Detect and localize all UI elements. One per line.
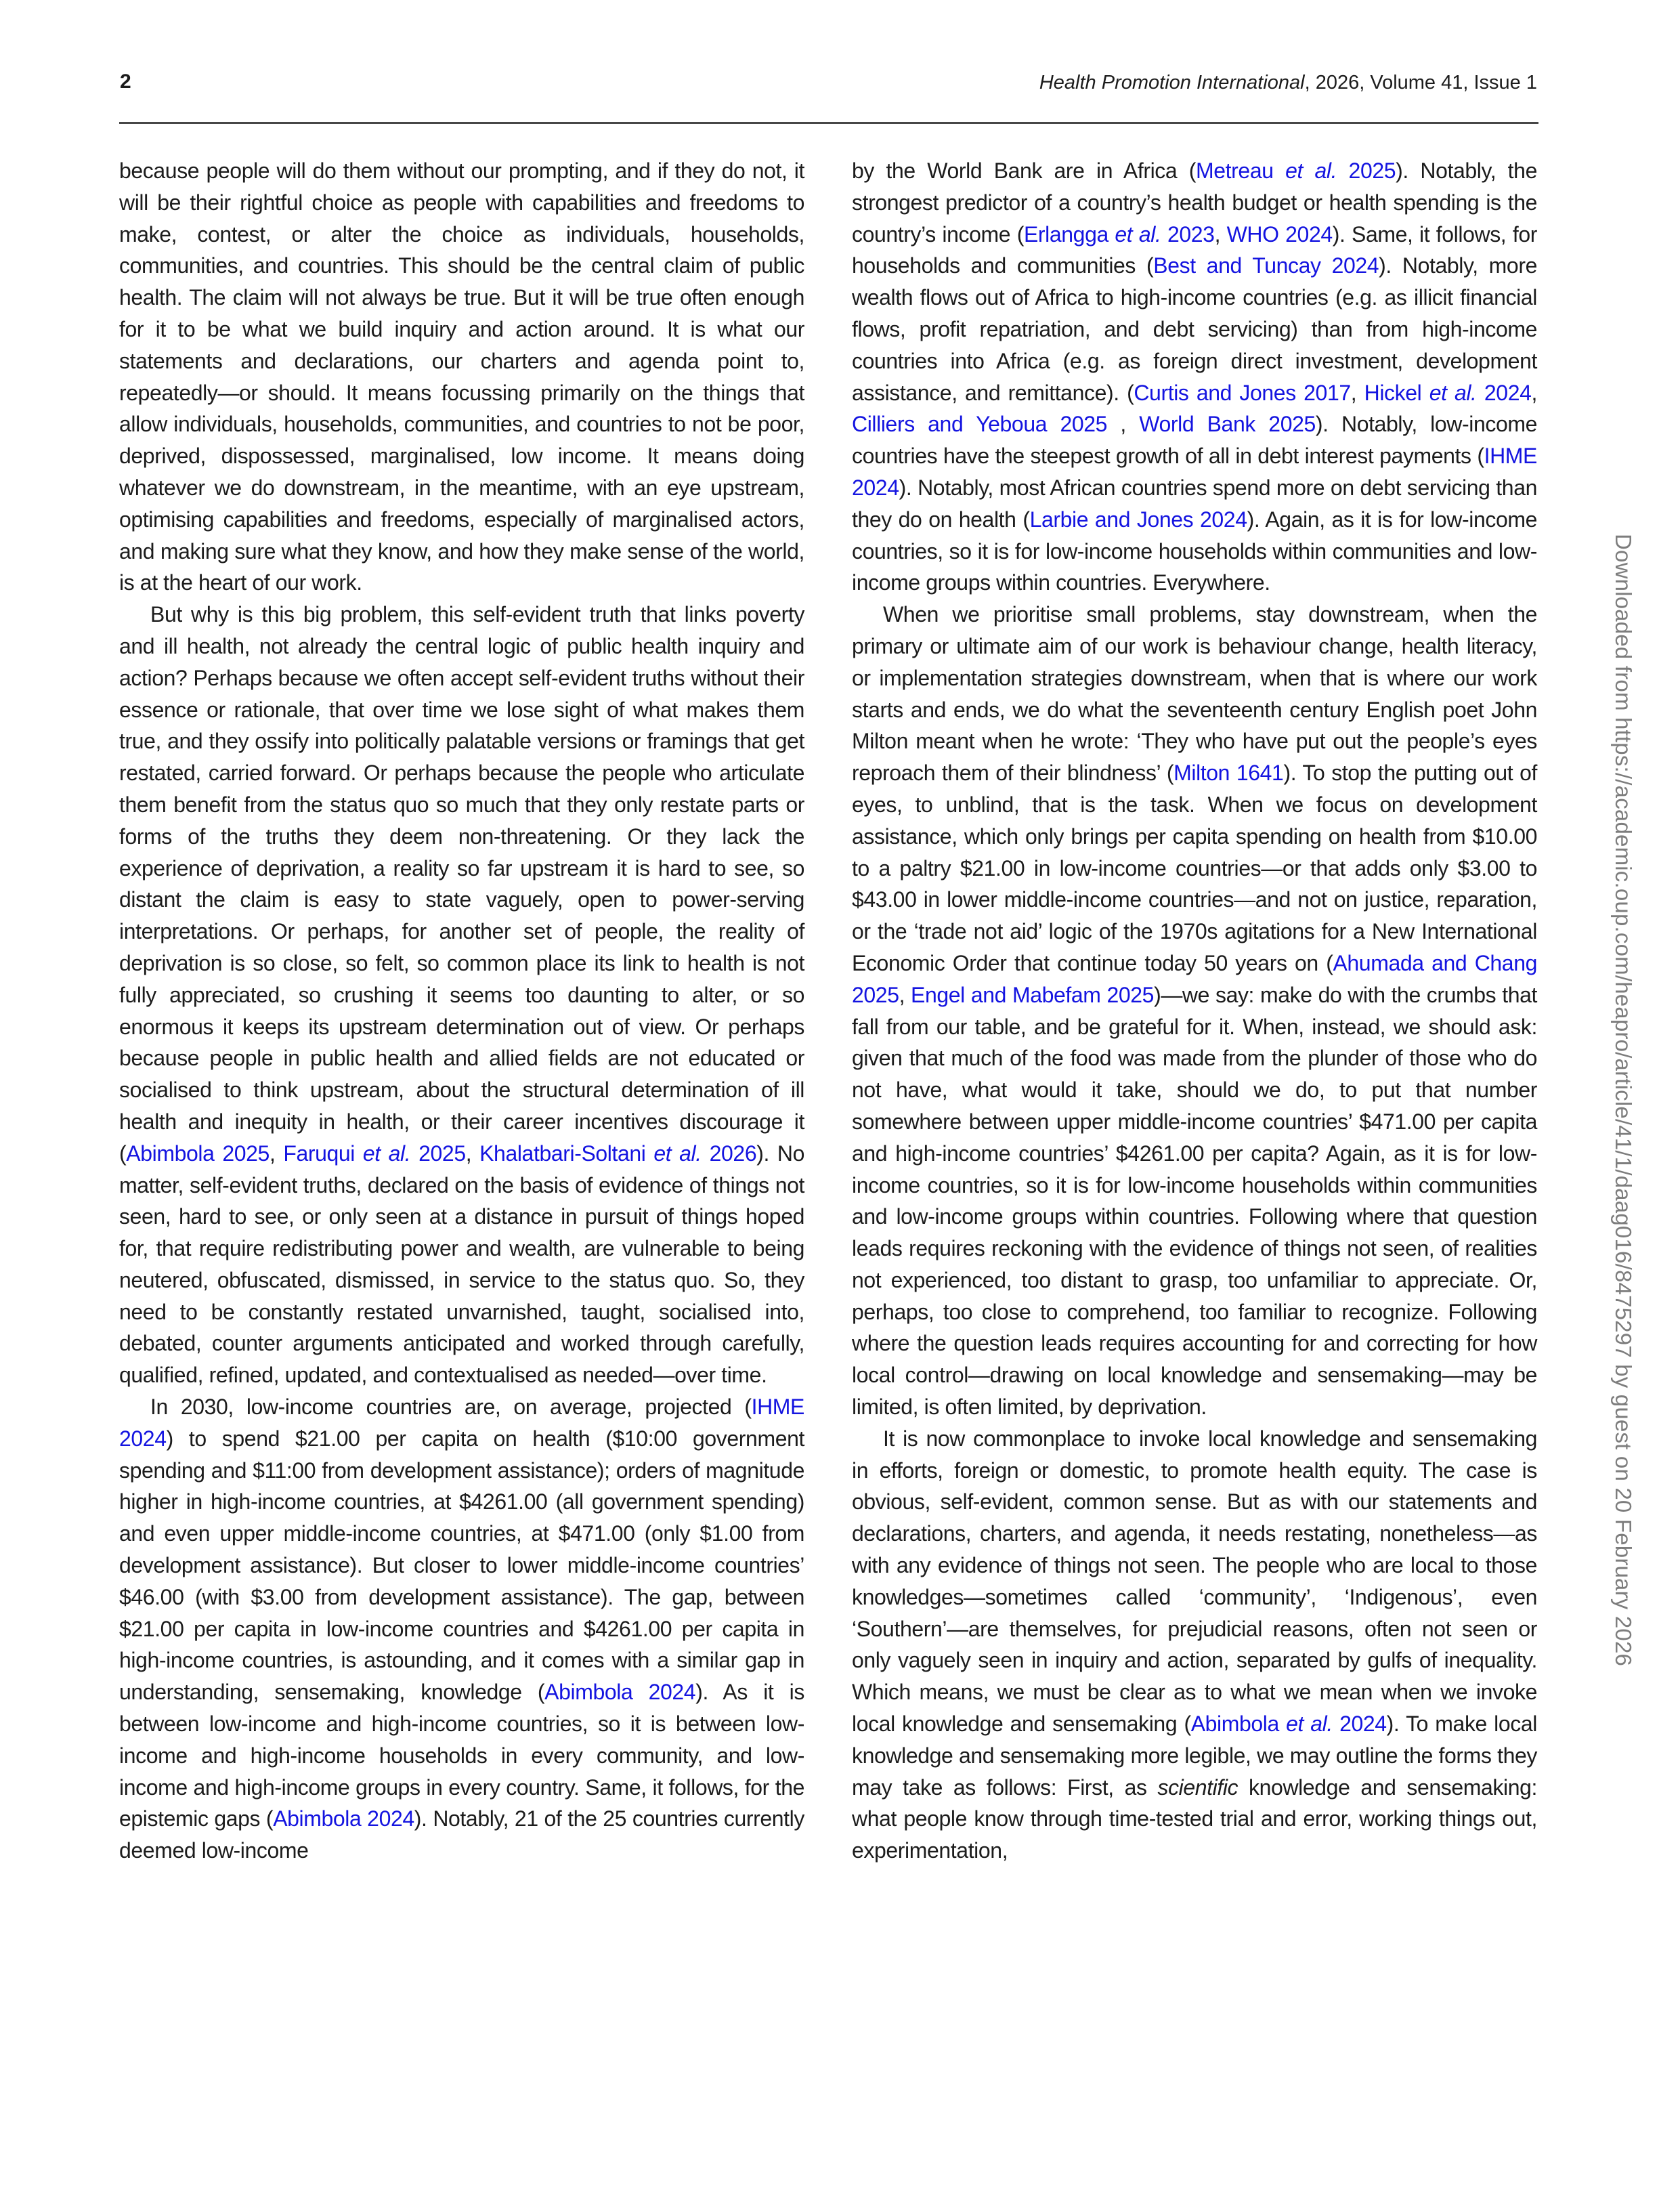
text-run: , [269, 1141, 284, 1166]
citation-link[interactable]: Abimbola 2025 [126, 1141, 270, 1166]
paragraph [119, 1391, 804, 1867]
citation-link[interactable]: 2024 [1332, 1712, 1387, 1737]
emphasis-text: scientific [1157, 1775, 1239, 1800]
text-run: ). To make local knowledge and sensemaking more legible, we may outline the forms they may take as follows: First, as [852, 1712, 1537, 1800]
text-run: ). Notably, low-income countries have the steepest growth of all in debt interest payments ( [852, 412, 1537, 469]
citation-link[interactable]: Curtis and Jones 2017 [1134, 380, 1351, 405]
citation-link[interactable]: Milton 1641 [1173, 761, 1284, 786]
text-run: , [1214, 221, 1227, 247]
text-run: , [1350, 380, 1364, 405]
text-run: In 2030, low-income countries are, on average, projected ( [150, 1395, 752, 1420]
running-head [1039, 72, 1537, 94]
text-column-left [119, 155, 804, 1867]
citation-link[interactable]: et al. [1285, 158, 1337, 183]
text-column-right [852, 155, 1537, 1867]
citation-link[interactable]: Larbie and Jones 2024 [1029, 507, 1247, 532]
text-run: ). Notably, most African countries spend more on debt servicing than they do on health ( [852, 475, 1537, 532]
text-run: But why is this big problem, this self-evident truth that links poverty and ill health, not already the central logic of public health inquiry and action? Perhaps because we often accept self-evident truths without their essence or rationale, that over time we lose sight of what makes them true, and they ossify into politically palatable versions or framings that get restated, carried forward. Or perhaps because the people who articulate them benefit from the status quo so much that they only restate parts or forms of the truths they deem non-threatening. Or they lack the experience of deprivation, a reality so far upstream it is hard to see, so distant the claim is easy to state vaguely, open to power-serving interpretations. Or perhaps, for another set of people, the reality of deprivation is so close, so felt, so common place its link to health is not fully appreciated, so crushing it seems too daunting to alter, or so enormous it keeps its upstream determination out of view. Or perhaps because people in public health and allied fields are not educated or socialised to think upstream, about the structural determination of ill health and inequity in health, or their career incentives discourage it ( [119, 602, 804, 1166]
citation-link[interactable]: et al. [653, 1141, 702, 1166]
text-run: knowledge and sensemaking: what people know through time-tested trial and error, working things out, experimentation, [852, 1775, 1538, 1863]
text-run: , [899, 982, 911, 1007]
text-run: , [1531, 380, 1537, 405]
citation-link[interactable]: IHME 2024 [119, 1395, 804, 1451]
text-run: ). As it is between low-income and high-income countries, so it is between low-income and high-income households in every community, and low-income and high-income groups in every country. Same, it follows, for the epistemic gaps ( [119, 1680, 804, 1831]
text-run: ). Notably, the strongest predictor of a country’s health budget or health spending is the country’s income ( [852, 158, 1537, 247]
download-watermark: Downloaded from https://academic.oup.com/heapro/article/41/1/daag016/8475297 by guest on 20 February 2026 [1611, 534, 1636, 1667]
citation-link[interactable]: et al. [1429, 380, 1477, 405]
text-run: )—we say: make do with the crumbs that fall from our table, and be grateful for it. When, instead, we should ask: given that much of the food was made from the plunder of those who do not have, what would it take, should we do, to put that number somewhere between upper middle-income countries’ $471.00 per capita and high-income countries’ $4261.00 per capita? Again, as it is for low-income countries, so it is for low-income households within communities and low-income groups within countries. Following where that question leads requires reckoning with the evidence of things not seen, of realities not experienced, too distant to grasp, too unfamiliar to appreciate. Or, perhaps, too close to comprehend, too familiar to recognize. Following where the question leads requires accounting for and correcting for how local control—drawing on local knowledge and sensemaking—may be limited, is often limited, by deprivation. [852, 982, 1537, 1420]
citation-link[interactable]: 2026 [701, 1141, 757, 1166]
citation-link[interactable]: Erlangga [1023, 221, 1115, 247]
citation-link[interactable]: Best and Tuncay 2024 [1153, 253, 1379, 278]
text-run: , [1107, 412, 1140, 437]
text-run: ). Notably, more wealth flows out of Africa to high-income countries (e.g. as illicit financial flows, profit repatriation, and debt servicing) than from high-income countries into Africa (e.g. as foreign direct investment, development assistance, and remittance). ( [852, 253, 1537, 405]
citation-link[interactable]: Metreau [1196, 158, 1286, 183]
citation-link[interactable]: Ahumada and Chang 2025 [852, 950, 1537, 1007]
text-run: ). No matter, self-evident truths, declared on the basis of evidence of things not seen, hard to see, or only seen at a distance in pursuit of things hoped for, that require redistributing power and wealth, are vulnerable to being neutered, obfuscated, dismissed, in service to the status quo. So, they need to be constantly restated unvarnished, taught, socialised into, debated, counter arguments anticipated and worked through carefully, qualified, refined, updated, and contextualised as needed—over time. [119, 1141, 804, 1388]
text-run: ). Again, as it is for low-income countries, so it is for low-income households within communities and low-income groups within countries. Everywhere. [852, 507, 1537, 595]
citation-link[interactable]: 2023 [1161, 221, 1215, 247]
paragraph [852, 1423, 1537, 1867]
text-run: ). To stop the putting out of eyes, to unblind, that is the task. When we focus on development assistance, which only brings per capita spending on health from $10.00 to a paltry $21.00 in low-income countries—or that adds only $3.00 to $43.00 in lower middle-income countries—and not on justice, reparation, or the ‘trade not aid’ logic of the 1970s agitations for a New International Economic Order that continue today 50 years on ( [852, 761, 1537, 975]
citation-link[interactable]: World Bank 2025 [1139, 412, 1316, 437]
citation-link[interactable]: Abimbola 2024 [273, 1806, 414, 1831]
citation-link[interactable]: 2025 [410, 1141, 466, 1166]
text-run: ) to spend $21.00 per capita on health ($10:00 government spending and $11:00 from development assistance); orders of magnitude higher in high-income countries, at $4261.00 (all government spending) and even upper middle-income countries, at $471.00 (only $1.00 from development assistance). But closer to lower middle-income countries’ $46.00 (with $3.00 from development assistance). The gap, between $21.00 per capita in low-income countries and $4261.00 per capita in high-income countries, is astounding, and it comes with a similar gap in understanding, sensemaking, knowledge ( [119, 1426, 804, 1705]
text-run: by the World Bank are in Africa ( [852, 158, 1197, 183]
running-head-issue-info: , 2026, Volume 41, Issue 1 [1304, 72, 1537, 93]
paragraph [119, 599, 804, 1391]
paragraph [852, 155, 1537, 599]
citation-link[interactable]: et al. [1286, 1712, 1333, 1737]
page-number: 2 [120, 70, 131, 93]
text-run: When we prioritise small problems, stay downstream, when the primary or ultimate aim of our work is behaviour change, health literacy, or implementation strategies downstream, when that is where our work starts and ends, we do what the seventeenth century English poet John Milton meant when he wrote: ‘They who have put out the people’s eyes reproach them of their blindness’ ( [852, 602, 1537, 786]
citation-link[interactable]: Hickel [1364, 380, 1429, 405]
citation-link[interactable]: Khalatbari-Soltani [479, 1141, 654, 1166]
citation-link[interactable]: Cilliers and Yeboua 2025 [852, 412, 1108, 437]
text-run: ). Same, it follows, for households and communities ( [852, 221, 1537, 278]
citation-link[interactable]: Abimbola [1190, 1712, 1287, 1737]
citation-link[interactable]: et al. [362, 1141, 411, 1166]
running-head-journal-title: Health Promotion International [1039, 72, 1305, 93]
citation-link[interactable]: Faruqui [283, 1141, 363, 1166]
citation-link[interactable]: IHME 2024 [852, 444, 1537, 500]
text-run: It is now commonplace to invoke local knowledge and sensemaking in efforts, foreign or domestic, to promote health equity. The case is obvious, self-evident, common sense. But as with our statements and declarations, charters, and agenda, it needs restating, nonetheless—as with any evidence of things not seen. The people who are local to those knowledges—sometimes called ‘community’, ‘Indigenous’, even ‘Southern’—are themselves, for prejudicial reasons, often not seen or only vaguely seen in inquiry and action, separated by gulfs of inequality. Which means, we must be clear as to what we mean when we invoke local knowledge and sensemaking ( [852, 1426, 1537, 1737]
citation-link[interactable]: et al. [1115, 221, 1161, 247]
header-rule [119, 122, 1538, 124]
paragraph [852, 599, 1537, 1423]
paragraph [119, 155, 804, 599]
citation-link[interactable]: Engel and Mabefam 2025 [911, 982, 1155, 1007]
citation-link[interactable]: 2024 [1476, 380, 1532, 405]
citation-link[interactable]: Abimbola 2024 [544, 1680, 696, 1705]
text-run: , [465, 1141, 480, 1166]
text-run: ). Notably, 21 of the 25 countries currently deemed low-income [119, 1806, 804, 1863]
citation-link[interactable]: WHO 2024 [1226, 221, 1333, 247]
citation-link[interactable]: 2025 [1337, 158, 1396, 183]
text-run: because people will do them without our prompting, and if they do not, it will be their rightful choice as people with capabilities and freedoms to make, contest, or alter the choice as individuals, households, communities, and countries. This should be the central claim of public health. The claim will not always be true. But it will be true often enough for it to be what we build inquiry and action around. It is what our statements and declarations, our charters and agenda point to, repeatedly—or should. It means focussing primarily on the things that allow individuals, households, communities, and countries to not be poor, deprived, dispossessed, marginalised, low income. It means doing whatever we do downstream, in the meantime, with an eye upstream, optimising capabilities and freedoms, especially of marginalised actors, and making sure what they know, and how they make sense of the world, is at the heart of our work. [119, 158, 804, 595]
